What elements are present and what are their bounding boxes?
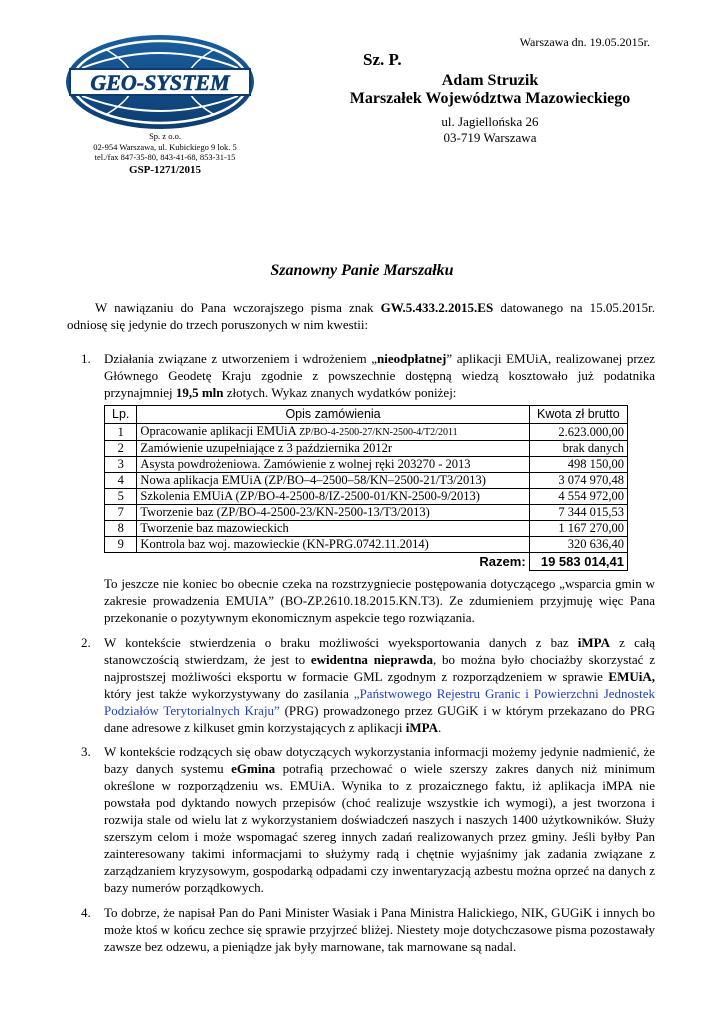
col-header-amount: Kwota zł brutto: [529, 406, 627, 424]
item-3-text: W kontekście rodzących się obaw dotyczących wykorzystania informacji możemy jedynie nadmienić, że bazy danych systemu eGmina potrafią przechować o wiele szerszy zakres danych niż minimum określone w rozporządzeniu ws. EMUiA. Wynika to z prozaicznego faktu, iż aplikacja iMPA nie powstała pod dyktando nowych przepisów (choć realizuje wszystkie ich wymogi), a jest tworzona i rozwija stale od wielu lat z wykorzystaniem doświadczeń naszych i naszych 1400 użytkowników. Służy szerszym celom i może wspomagać szereg innych zadań realizowanych przez gminy. Jeśli byłby Pan zainteresowany takimi informacjami to służymy radą i chętnie wyjaśnimy jak zadania związane z zarządzaniem kryzysowym, gospodarką odpadami czy inwentaryzacją azbestu można oprzeć na danych z bazy numerów porządkowych.: [104, 744, 655, 895]
table-total-row: [105, 553, 628, 571]
item-2-text: W kontekście stwierdzenia o braku możliwości wyeksportowania danych z baz iMPA z całą stanowczością stwierdzam, że jest to ewidentna nieprawda, bo można było chociażby skorzystać z najprostszej możliwości eksportu w formacie GML zgodnym z rozporządzeniem w sprawie EMUiA, który jest także wykorzystywany do zasilania „Państwowego Rejestru Granic i Powierzchni Jednostek Podziałów Terytorialnych Kraju” (PRG) prowadzonego przez GUGiK i w którym przekazano do PRG dane adresowe z kilkuset gmin korzystających z aplikacji iMPA.: [104, 635, 655, 735]
company-address: 02-954 Warszawa, ul. Kubickiego 9 lok. 5: [93, 141, 237, 152]
item-number: 3.: [81, 744, 91, 759]
salutation: Sz. P.: [363, 50, 402, 69]
addressee-city: 03-719 Warszawa: [443, 130, 537, 145]
table-row: 9 Kontrola baz woj. mazowieckie (KN-PRG.0742.11.2014) 320 636,40: [105, 537, 628, 553]
list-item-4: [67, 904, 655, 955]
geo-system-logo: [62, 32, 258, 132]
letter-date: Warszawa dn. 19.05.2015r.: [519, 35, 650, 49]
total-label: Razem:: [479, 554, 526, 570]
item-number: 4.: [81, 905, 91, 920]
item-1-after-text: To jeszcze nie koniec bo obecnie czeka na rozstrzygniecie postępowania dotyczącego „wsparcia gmin w zakresie prowadzenia EMUIA” (BO-ZP.2610.18.2015.KN.T3). Ze zdumieniem przyjmuję więc Pana przekonanie o pozytywnym ekonomicznym aspekcie tego rozwiązania.: [104, 576, 655, 625]
item-1-continuation: [67, 575, 655, 626]
addressee-block: [330, 50, 650, 146]
reference-number: GSP-1271/2015: [128, 163, 202, 176]
item-number: 2.: [81, 635, 91, 650]
table-row: 8 Tworzenie baz mazowieckich 1 167 270,00: [105, 521, 628, 537]
list-item-1: [67, 350, 655, 401]
table-row: 5 Szkolenia EMUiA (ZP/BO-4-2500-8/IZ-2500-01/KN-2500-9/2013) 4 554 972,00: [105, 489, 628, 505]
company-info: [60, 131, 270, 175]
addressee-title: Marszałek Województwa Mazowieckiego: [349, 90, 631, 107]
total-value: 19 583 014,41: [529, 553, 627, 571]
letter-sign: GW.5.433.2.2015.ES: [380, 300, 494, 315]
prg-link[interactable]: „Państwowego Rejestru Granic i Powierzchni Jednostek Podziałów Terytorialnych Kraju”: [104, 686, 655, 718]
costs-table: [104, 405, 628, 571]
item-4-text: To dobrze, że napisał Pan do Pani Minister Wasiak i Pana Ministra Halickiego, NIK, GUGiK i innych bo może ktoś w końcu zechce się sprawie przyjrzeć bliżej. Niestety moje dotychczasowe pisma pozostawały zawsze bez odzewu, a pieniądze jak były marnowane, tak marnowane są nadal.: [104, 905, 655, 954]
table-row: 3 Asysta powdrożeniowa. Zamówienie z wolnej ręki 203270 - 2013 498 150,00: [105, 457, 628, 473]
table-row: 4 Nowa aplikacja EMUiA (ZP/BO–4–2500–58/KN–2500-21/T3/2013) 3 074 970,48: [105, 473, 628, 489]
table-row: 1 Opracowanie aplikacji EMUiA ZP/BO-4-2500-27/KN-2500-4/T2/2011 2.623.000,00: [105, 424, 628, 441]
item-1-text: Działania związane z utworzeniem i wdrożeniem „nieodpłatnej” aplikacji EMUiA, realizowanej przez Głównego Geodetę Kraju zgodnie z powszechnie dostępną wiedzą kosztowało już podatnika przynajmniej 19,5 mln złotych. Wykaz znanych wydatków poniżej:: [104, 351, 655, 400]
col-header-lp: Lp.: [105, 406, 137, 424]
greeting: Szanowny Panie Marszałku: [270, 262, 454, 279]
company-phone: tel./fax 847-35-80, 843-41-68, 853-31-15: [94, 152, 236, 162]
addressee-name: Adam Struzik: [441, 72, 539, 89]
item-number: 1.: [81, 351, 91, 366]
list-item-3: [67, 743, 655, 896]
table-header-row: [105, 406, 628, 424]
col-header-desc: Opis zamówienia: [137, 406, 529, 424]
company-form: Sp. z o.o.: [149, 131, 181, 141]
intro-paragraph: W nawiązaniu do Pana wczorajszego pisma znak GW.5.433.2.2015.ES datowanego na 15.05.2015r. odniosę się jedynie do trzech poruszonych w nim kwestii:: [67, 300, 656, 332]
table-row: 7 Tworzenie baz (ZP/BO-4-2500-23/KN-2500-13/T3/2013) 7 344 015,53: [105, 505, 628, 521]
svg-text:GEO-SYSTEM: GEO-SYSTEM: [90, 70, 230, 95]
addressee-street: ul. Jagiellońska 26: [441, 114, 539, 129]
list-item-2: [67, 634, 655, 736]
table-row: 2 Zamówienie uzupełniające z 3 października 2012r brak danych: [105, 441, 628, 457]
